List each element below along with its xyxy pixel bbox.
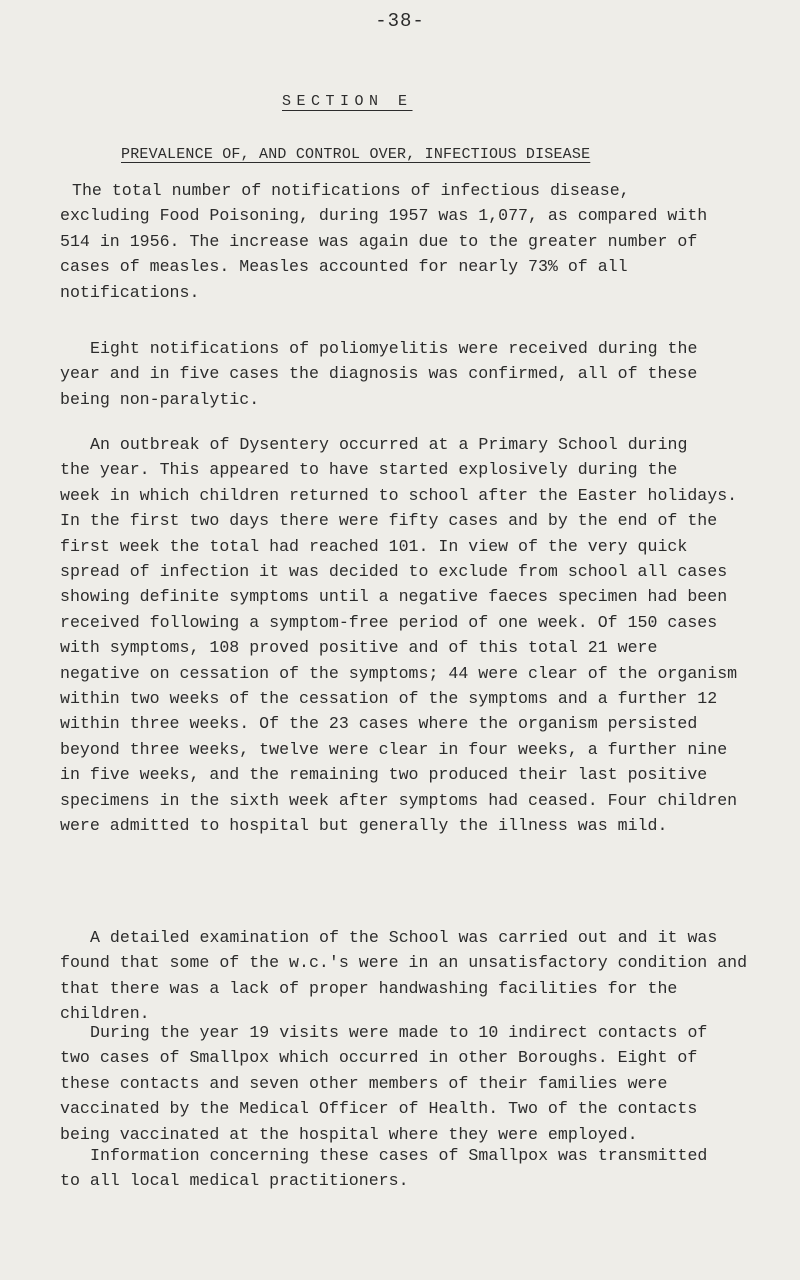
text-line: During the year 19 visits were made to 10 indirect contacts of [90, 1023, 708, 1042]
text-line: cases of measles. Measles accounted for nearly 73% of all [60, 257, 628, 277]
paragraph-poliomyelitis [60, 336, 780, 412]
text-line: being non-paralytic. [60, 389, 260, 409]
section-title: SECTION E [282, 93, 413, 110]
text-line: being vaccinated at the hospital where they were employed. [60, 1124, 638, 1144]
text-line: week in which children returned to school after the Easter holidays. [60, 485, 738, 505]
text-line: The total number of notifications of infectious disease, [72, 181, 630, 200]
text-line: within three weeks. Of the 23 cases where the organism persisted [60, 714, 698, 734]
paragraph-school-examination [60, 925, 780, 1027]
text-line: these contacts and seven other members of their families were [60, 1073, 668, 1093]
text-line: first week the total had reached 101. In view of the very quick [60, 536, 688, 556]
paragraph-smallpox-information [60, 1143, 780, 1194]
text-line: beyond three weeks, twelve were clear in four weeks, a further nine [60, 739, 728, 759]
text-line: in five weeks, and the remaining two produced their last positive [60, 765, 708, 785]
text-line: with symptoms, 108 proved positive and of this total 21 were [60, 638, 658, 658]
text-line: year and in five cases the diagnosis was confirmed, all of these [60, 364, 698, 384]
text-line: 514 in 1956. The increase was again due to the greater number of [60, 231, 698, 251]
page-number: -38- [375, 10, 425, 32]
text-line: vaccinated by the Medical Officer of Health. Two of the contacts [60, 1099, 698, 1119]
text-line: two cases of Smallpox which occurred in other Boroughs. Eight of [60, 1048, 698, 1068]
text-line: specimens in the sixth week after symptoms had ceased. Four children [60, 790, 738, 810]
text-line: spread of infection it was decided to exclude from school all cases [60, 562, 728, 582]
text-line: received following a symptom-free period of one week. Of 150 cases [60, 612, 718, 632]
text-line: showing definite symptoms until a negative faeces specimen had been [60, 587, 728, 607]
text-line: children. [60, 1004, 150, 1024]
text-line: within two weeks of the cessation of the symptoms and a further 12 [60, 689, 718, 709]
paragraph-notifications [60, 178, 780, 305]
text-line: that there was a lack of proper handwashing facilities for the [60, 978, 678, 998]
text-line: were admitted to hospital but generally the illness was mild. [60, 816, 668, 836]
text-line: Eight notifications of poliomyelitis were received during the [90, 339, 698, 358]
text-line: excluding Food Poisoning, during 1957 was 1,077, as compared with [60, 206, 708, 226]
paragraph-dysentery [60, 432, 780, 839]
text-line: In the first two days there were fifty cases and by the end of the [60, 511, 718, 531]
text-line: negative on cessation of the symptoms; 44 were clear of the organism [60, 663, 738, 683]
page-heading: PREVALENCE OF, AND CONTROL OVER, INFECTIOUS DISEASE [121, 146, 591, 163]
text-line: Information concerning these cases of Smallpox was transmitted [90, 1146, 708, 1165]
text-line: notifications. [60, 282, 200, 302]
text-line: to all local medical practitioners. [60, 1171, 409, 1191]
text-line: A detailed examination of the School was carried out and it was [90, 928, 718, 947]
text-line: found that some of the w.c.'s were in an unsatisfactory condition and [60, 953, 748, 973]
text-line: An outbreak of Dysentery occurred at a Primary School during [90, 435, 688, 454]
text-line: the year. This appeared to have started explosively during the [60, 460, 678, 480]
paragraph-smallpox-contacts [60, 1020, 780, 1147]
